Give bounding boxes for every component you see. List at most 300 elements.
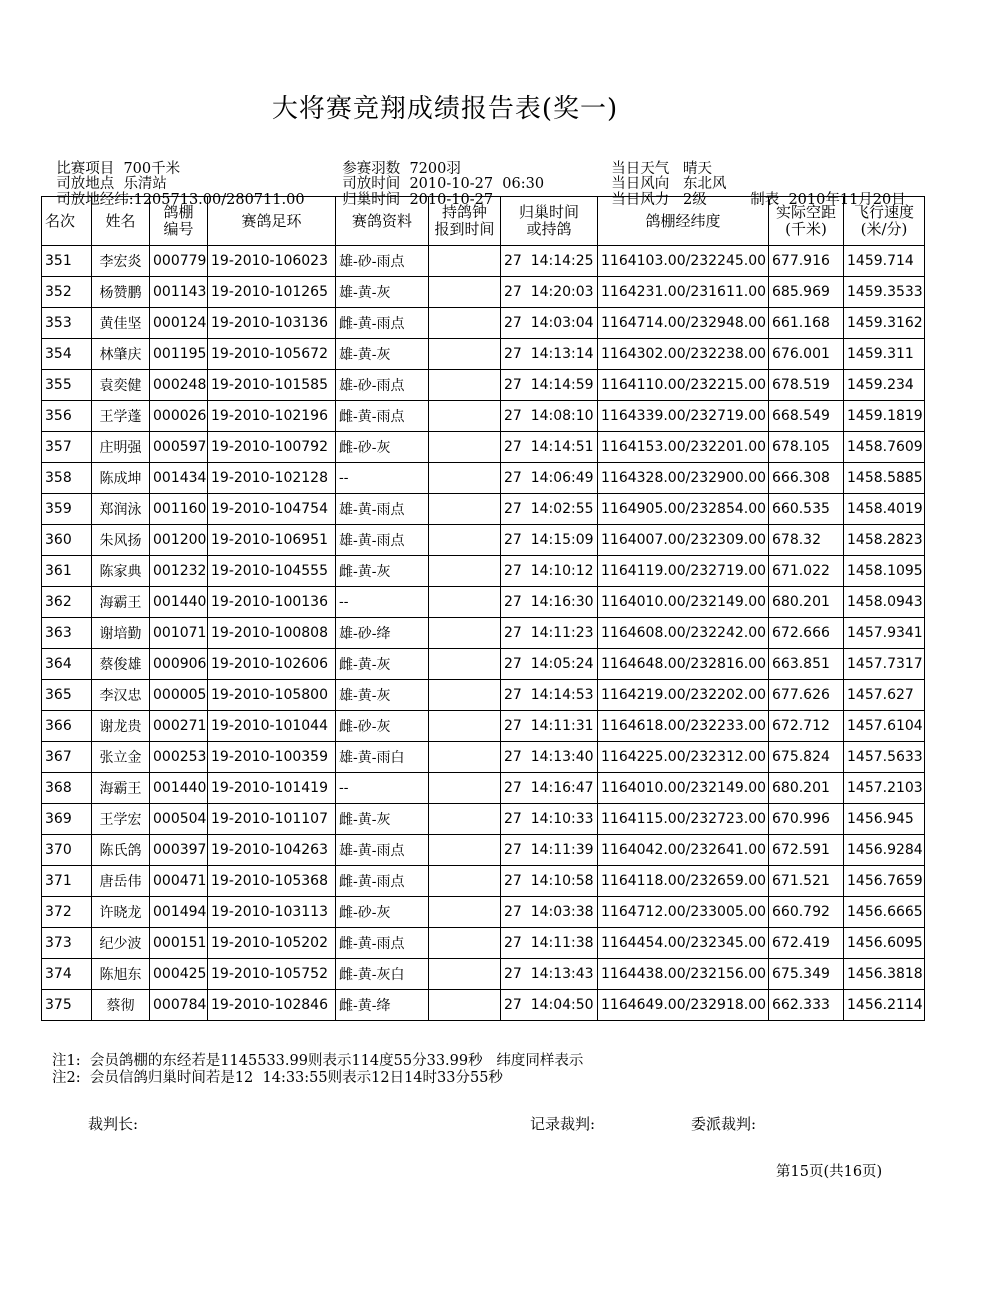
info-made-date: 制表 2010年11月20日 [750, 192, 906, 208]
cell-rank: 354 [42, 339, 92, 370]
cell-rank: 351 [42, 246, 92, 277]
results-table [41, 196, 925, 1021]
cell-rank: 352 [42, 277, 92, 308]
cell-name: 王学宏 [92, 804, 150, 835]
cell-name: 陈氏鸽 [92, 835, 150, 866]
cell-arrival-time: 27 14:14:59 [501, 370, 598, 401]
cell-loft-coords: 1164438.00/232156.00 [598, 959, 769, 990]
cell-loft-id: 001434 [150, 463, 208, 494]
cell-distance: 672.591 [769, 835, 844, 866]
header-name: 姓名 [92, 197, 150, 246]
cell-name: 王学蓬 [92, 401, 150, 432]
cell-ring: 19-2010-103136 [208, 308, 336, 339]
table-row [42, 649, 925, 680]
info-release-time: 司放时间 2010-10-27 06:30 [342, 176, 545, 192]
cell-loft-id: 001071 [150, 618, 208, 649]
cell-loft-coords: 1164905.00/232854.00 [598, 494, 769, 525]
cell-pigeon-info: -- [336, 587, 429, 618]
cell-speed: 1457.2103 [844, 773, 925, 804]
cell-rank: 360 [42, 525, 92, 556]
table-row [42, 308, 925, 339]
cell-loft-coords: 1164042.00/232641.00 [598, 835, 769, 866]
table-row [42, 959, 925, 990]
cell-pigeon-info: 雌-黄-灰 [336, 556, 429, 587]
cell-pigeon-info: 雌-黄-雨点 [336, 866, 429, 897]
cell-rank: 373 [42, 928, 92, 959]
cell-name: 李汉忠 [92, 680, 150, 711]
cell-speed: 1456.7659 [844, 866, 925, 897]
cell-rank: 363 [42, 618, 92, 649]
cell-loft-coords: 1164339.00/232719.00 [598, 401, 769, 432]
cell-name: 海霸王 [92, 587, 150, 618]
cell-pigeon-info: 雌-砂-灰 [336, 432, 429, 463]
table-row [42, 742, 925, 773]
cell-name: 黄佳坚 [92, 308, 150, 339]
cell-pigeon-info: 雄-黄-雨点 [336, 494, 429, 525]
info-release-place: 司放地点 乐清站 [56, 176, 167, 192]
header-pigeon-info: 赛鸽资料 [336, 197, 429, 246]
cell-rank: 367 [42, 742, 92, 773]
cell-clock-time [429, 556, 501, 587]
cell-pigeon-info: 雌-黄-绛 [336, 990, 429, 1021]
table-row [42, 277, 925, 308]
cell-distance: 670.996 [769, 804, 844, 835]
cell-loft-coords: 1164712.00/233005.00 [598, 897, 769, 928]
cell-clock-time [429, 742, 501, 773]
cell-loft-coords: 1164007.00/232309.00 [598, 525, 769, 556]
cell-rank: 365 [42, 680, 92, 711]
cell-arrival-time: 27 14:03:04 [501, 308, 598, 339]
cell-distance: 668.549 [769, 401, 844, 432]
table-row [42, 711, 925, 742]
cell-rank: 371 [42, 866, 92, 897]
cell-speed: 1457.627 [844, 680, 925, 711]
cell-loft-id: 001494 [150, 897, 208, 928]
cell-loft-id: 000151 [150, 928, 208, 959]
cell-clock-time [429, 401, 501, 432]
cell-distance: 666.308 [769, 463, 844, 494]
cell-pigeon-info: 雌-黄-雨点 [336, 401, 429, 432]
cell-loft-id: 000504 [150, 804, 208, 835]
cell-loft-coords: 1164153.00/232201.00 [598, 432, 769, 463]
cell-distance: 678.32 [769, 525, 844, 556]
cell-rank: 355 [42, 370, 92, 401]
cell-arrival-time: 27 14:14:53 [501, 680, 598, 711]
info-weather: 当日天气 晴天 [611, 161, 713, 177]
cell-loft-id: 001195 [150, 339, 208, 370]
header-clock-time: 持鸽钟 报到时间 [429, 197, 501, 246]
cell-ring: 19-2010-105752 [208, 959, 336, 990]
cell-speed: 1456.6665 [844, 897, 925, 928]
cell-loft-id: 001440 [150, 587, 208, 618]
cell-speed: 1459.234 [844, 370, 925, 401]
cell-clock-time [429, 370, 501, 401]
cell-rank: 361 [42, 556, 92, 587]
cell-loft-coords: 1164454.00/232345.00 [598, 928, 769, 959]
table-header-row [42, 197, 925, 246]
cell-ring: 19-2010-105368 [208, 866, 336, 897]
table-row [42, 618, 925, 649]
cell-loft-coords: 1164103.00/232245.00 [598, 246, 769, 277]
cell-speed: 1459.3162 [844, 308, 925, 339]
cell-rank: 366 [42, 711, 92, 742]
cell-name: 陈旭东 [92, 959, 150, 990]
page-number: 第15页(共16页) [776, 1164, 883, 1180]
cell-loft-coords: 1164225.00/232312.00 [598, 742, 769, 773]
cell-clock-time [429, 835, 501, 866]
header-ring: 赛鸽足环 [208, 197, 336, 246]
cell-arrival-time: 27 14:11:39 [501, 835, 598, 866]
cell-arrival-time: 27 14:14:25 [501, 246, 598, 277]
cell-name: 陈成坤 [92, 463, 150, 494]
cell-name: 谢龙贵 [92, 711, 150, 742]
cell-rank: 353 [42, 308, 92, 339]
cell-arrival-time: 27 14:16:30 [501, 587, 598, 618]
header-speed: 飞行速度 (米/分) [844, 197, 925, 246]
cell-loft-id: 000784 [150, 990, 208, 1021]
cell-name: 袁奕健 [92, 370, 150, 401]
report-title: 大将赛竞翔成绩报告表(奖一) [271, 94, 619, 124]
cell-loft-id: 000026 [150, 401, 208, 432]
note-2: 注2: 会员信鸽归巢时间若是12 14:33:55则表示12日14时33分55秒 [52, 1070, 503, 1086]
cell-speed: 1457.7317 [844, 649, 925, 680]
cell-rank: 372 [42, 897, 92, 928]
cell-clock-time [429, 246, 501, 277]
cell-arrival-time: 27 14:11:23 [501, 618, 598, 649]
cell-ring: 19-2010-102846 [208, 990, 336, 1021]
cell-distance: 675.824 [769, 742, 844, 773]
cell-pigeon-info: 雄-黄-灰 [336, 277, 429, 308]
cell-clock-time [429, 463, 501, 494]
cell-loft-id: 001232 [150, 556, 208, 587]
info-entries: 参赛羽数 7200羽 [342, 161, 461, 177]
cell-arrival-time: 27 14:16:47 [501, 773, 598, 804]
cell-loft-id: 000425 [150, 959, 208, 990]
cell-ring: 19-2010-104555 [208, 556, 336, 587]
header-distance: 实际空距 (千米) [769, 197, 844, 246]
header-rank: 名次 [42, 197, 92, 246]
cell-pigeon-info: 雄-黄-灰 [336, 680, 429, 711]
cell-clock-time [429, 804, 501, 835]
table-row [42, 525, 925, 556]
cell-loft-coords: 1164231.00/231611.00 [598, 277, 769, 308]
cell-loft-coords: 1164302.00/232238.00 [598, 339, 769, 370]
cell-arrival-time: 27 14:08:10 [501, 401, 598, 432]
cell-ring: 19-2010-101419 [208, 773, 336, 804]
cell-distance: 672.666 [769, 618, 844, 649]
table-row [42, 339, 925, 370]
cell-ring: 19-2010-100792 [208, 432, 336, 463]
cell-distance: 676.001 [769, 339, 844, 370]
cell-clock-time [429, 711, 501, 742]
cell-speed: 1459.1819 [844, 401, 925, 432]
cell-clock-time [429, 680, 501, 711]
info-event: 比赛项目 700千米 [56, 161, 181, 177]
table-row [42, 246, 925, 277]
cell-rank: 362 [42, 587, 92, 618]
cell-ring: 19-2010-102606 [208, 649, 336, 680]
cell-distance: 662.333 [769, 990, 844, 1021]
cell-name: 杨赞鹏 [92, 277, 150, 308]
cell-loft-id: 000779 [150, 246, 208, 277]
cell-clock-time [429, 339, 501, 370]
cell-arrival-time: 27 14:03:38 [501, 897, 598, 928]
cell-distance: 677.626 [769, 680, 844, 711]
cell-pigeon-info: 雄-黄-雨白 [336, 742, 429, 773]
cell-name: 郑润泳 [92, 494, 150, 525]
cell-distance: 661.168 [769, 308, 844, 339]
cell-clock-time [429, 959, 501, 990]
cell-rank: 374 [42, 959, 92, 990]
cell-name: 纪少波 [92, 928, 150, 959]
cell-rank: 369 [42, 804, 92, 835]
cell-loft-id: 000124 [150, 308, 208, 339]
cell-distance: 680.201 [769, 587, 844, 618]
cell-clock-time [429, 587, 501, 618]
table-row [42, 990, 925, 1021]
cell-clock-time [429, 649, 501, 680]
cell-loft-coords: 1164648.00/232816.00 [598, 649, 769, 680]
cell-rank: 356 [42, 401, 92, 432]
cell-ring: 19-2010-105202 [208, 928, 336, 959]
cell-clock-time [429, 432, 501, 463]
cell-distance: 685.969 [769, 277, 844, 308]
cell-loft-id: 000397 [150, 835, 208, 866]
cell-speed: 1457.9341 [844, 618, 925, 649]
cell-clock-time [429, 773, 501, 804]
cell-rank: 358 [42, 463, 92, 494]
table-row [42, 494, 925, 525]
cell-distance: 678.519 [769, 370, 844, 401]
cell-rank: 368 [42, 773, 92, 804]
cell-loft-coords: 1164608.00/232242.00 [598, 618, 769, 649]
cell-speed: 1456.945 [844, 804, 925, 835]
cell-loft-coords: 1164010.00/232149.00 [598, 773, 769, 804]
cell-pigeon-info: 雌-黄-灰 [336, 649, 429, 680]
cell-speed: 1457.5633 [844, 742, 925, 773]
cell-ring: 19-2010-100359 [208, 742, 336, 773]
cell-rank: 364 [42, 649, 92, 680]
note-1: 注1: 会员鸽棚的东经若是1145533.99则表示114度55分33.99秒 纬度同样表示 [52, 1053, 584, 1069]
cell-loft-coords: 1164115.00/232723.00 [598, 804, 769, 835]
info-return-time: 归巢时间 2010-10-27 [342, 192, 494, 208]
cell-distance: 671.022 [769, 556, 844, 587]
cell-ring: 19-2010-103113 [208, 897, 336, 928]
info-wind-direction: 当日风向 东北风 [611, 176, 727, 192]
info-wind-force: 当日风力 2级 [611, 192, 707, 208]
cell-ring: 19-2010-104263 [208, 835, 336, 866]
delegate-judge-label: 委派裁判: [691, 1115, 757, 1133]
cell-ring: 19-2010-104754 [208, 494, 336, 525]
cell-loft-id: 001200 [150, 525, 208, 556]
cell-loft-id: 000005 [150, 680, 208, 711]
cell-name: 张立金 [92, 742, 150, 773]
cell-distance: 660.792 [769, 897, 844, 928]
cell-pigeon-info: 雄-砂-绛 [336, 618, 429, 649]
cell-pigeon-info: 雌-砂-灰 [336, 711, 429, 742]
cell-name: 蔡彻 [92, 990, 150, 1021]
cell-loft-coords: 1164119.00/232719.00 [598, 556, 769, 587]
table-row [42, 866, 925, 897]
cell-arrival-time: 27 14:10:33 [501, 804, 598, 835]
cell-name: 林肇庆 [92, 339, 150, 370]
cell-speed: 1458.5885 [844, 463, 925, 494]
cell-ring: 19-2010-105672 [208, 339, 336, 370]
cell-speed: 1459.714 [844, 246, 925, 277]
table-row [42, 556, 925, 587]
recorder-judge-label: 记录裁判: [530, 1115, 596, 1133]
cell-pigeon-info: 雌-黄-雨点 [336, 928, 429, 959]
cell-loft-id: 000271 [150, 711, 208, 742]
cell-pigeon-info: 雌-黄-灰白 [336, 959, 429, 990]
cell-loft-coords: 1164649.00/232918.00 [598, 990, 769, 1021]
cell-clock-time [429, 928, 501, 959]
cell-loft-coords: 1164219.00/232202.00 [598, 680, 769, 711]
cell-clock-time [429, 897, 501, 928]
cell-speed: 1456.6095 [844, 928, 925, 959]
cell-arrival-time: 27 14:15:09 [501, 525, 598, 556]
cell-ring: 19-2010-101265 [208, 277, 336, 308]
cell-speed: 1459.3533 [844, 277, 925, 308]
cell-loft-id: 000597 [150, 432, 208, 463]
table-row [42, 835, 925, 866]
cell-distance: 672.419 [769, 928, 844, 959]
cell-arrival-time: 27 14:14:51 [501, 432, 598, 463]
table-row [42, 680, 925, 711]
cell-pigeon-info: 雌-黄-雨点 [336, 308, 429, 339]
cell-pigeon-info: -- [336, 773, 429, 804]
cell-pigeon-info: 雄-黄-雨点 [336, 835, 429, 866]
header-loft-coords: 鸽棚经纬度 [598, 197, 769, 246]
cell-arrival-time: 27 14:10:12 [501, 556, 598, 587]
cell-arrival-time: 27 14:11:31 [501, 711, 598, 742]
cell-pigeon-info: 雄-黄-灰 [336, 339, 429, 370]
cell-ring: 19-2010-101044 [208, 711, 336, 742]
cell-distance: 660.535 [769, 494, 844, 525]
cell-ring: 19-2010-100136 [208, 587, 336, 618]
cell-name: 庄明强 [92, 432, 150, 463]
cell-pigeon-info: 雄-砂-雨点 [336, 370, 429, 401]
cell-distance: 675.349 [769, 959, 844, 990]
cell-ring: 19-2010-106023 [208, 246, 336, 277]
chief-judge-label: 裁判长: [88, 1115, 139, 1133]
cell-clock-time [429, 494, 501, 525]
cell-loft-id: 000248 [150, 370, 208, 401]
cell-speed: 1457.6104 [844, 711, 925, 742]
cell-name: 谢培勤 [92, 618, 150, 649]
cell-speed: 1458.1095 [844, 556, 925, 587]
cell-clock-time [429, 990, 501, 1021]
cell-name: 蔡俊雄 [92, 649, 150, 680]
cell-arrival-time: 27 14:04:50 [501, 990, 598, 1021]
cell-loft-id: 000906 [150, 649, 208, 680]
cell-loft-coords: 1164618.00/232233.00 [598, 711, 769, 742]
cell-arrival-time: 27 14:11:38 [501, 928, 598, 959]
table-row [42, 897, 925, 928]
cell-arrival-time: 27 14:02:55 [501, 494, 598, 525]
table-row [42, 804, 925, 835]
cell-loft-id: 001440 [150, 773, 208, 804]
cell-distance: 680.201 [769, 773, 844, 804]
cell-name: 海霸王 [92, 773, 150, 804]
table-row [42, 773, 925, 804]
cell-distance: 671.521 [769, 866, 844, 897]
cell-speed: 1458.4019 [844, 494, 925, 525]
table-row [42, 401, 925, 432]
cell-clock-time [429, 308, 501, 339]
cell-speed: 1459.311 [844, 339, 925, 370]
cell-ring: 19-2010-105800 [208, 680, 336, 711]
cell-arrival-time: 27 14:05:24 [501, 649, 598, 680]
table-row [42, 928, 925, 959]
cell-pigeon-info: -- [336, 463, 429, 494]
cell-name: 李宏炎 [92, 246, 150, 277]
cell-speed: 1456.3818 [844, 959, 925, 990]
cell-rank: 370 [42, 835, 92, 866]
cell-ring: 19-2010-101585 [208, 370, 336, 401]
cell-arrival-time: 27 14:20:03 [501, 277, 598, 308]
cell-speed: 1456.2114 [844, 990, 925, 1021]
cell-ring: 19-2010-101107 [208, 804, 336, 835]
cell-loft-coords: 1164714.00/232948.00 [598, 308, 769, 339]
cell-ring: 19-2010-106951 [208, 525, 336, 556]
info-release-coords: 司放地经纬:1205713.00/280711.00 [56, 192, 305, 208]
table-body [42, 246, 925, 1021]
cell-distance: 663.851 [769, 649, 844, 680]
cell-name: 唐岳伟 [92, 866, 150, 897]
cell-loft-coords: 1164328.00/232900.00 [598, 463, 769, 494]
cell-distance: 672.712 [769, 711, 844, 742]
cell-speed: 1458.0943 [844, 587, 925, 618]
cell-pigeon-info: 雌-砂-灰 [336, 897, 429, 928]
cell-loft-id: 000471 [150, 866, 208, 897]
header-arrival-time: 归巢时间 或持鸽 [501, 197, 598, 246]
cell-loft-coords: 1164110.00/232215.00 [598, 370, 769, 401]
cell-arrival-time: 27 14:06:49 [501, 463, 598, 494]
header-loft-id: 鸽棚 编号 [150, 197, 208, 246]
cell-clock-time [429, 618, 501, 649]
cell-arrival-time: 27 14:10:58 [501, 866, 598, 897]
cell-speed: 1456.9284 [844, 835, 925, 866]
table-row [42, 432, 925, 463]
cell-loft-coords: 1164118.00/232659.00 [598, 866, 769, 897]
table-row [42, 370, 925, 401]
cell-loft-id: 001160 [150, 494, 208, 525]
cell-distance: 677.916 [769, 246, 844, 277]
cell-distance: 678.105 [769, 432, 844, 463]
cell-clock-time [429, 525, 501, 556]
table-row [42, 587, 925, 618]
cell-speed: 1458.7609 [844, 432, 925, 463]
cell-name: 许晓龙 [92, 897, 150, 928]
cell-clock-time [429, 277, 501, 308]
cell-rank: 359 [42, 494, 92, 525]
cell-arrival-time: 27 14:13:43 [501, 959, 598, 990]
cell-loft-id: 001143 [150, 277, 208, 308]
cell-pigeon-info: 雄-砂-雨点 [336, 246, 429, 277]
cell-rank: 375 [42, 990, 92, 1021]
cell-pigeon-info: 雄-黄-雨点 [336, 525, 429, 556]
cell-ring: 19-2010-100808 [208, 618, 336, 649]
cell-arrival-time: 27 14:13:14 [501, 339, 598, 370]
cell-clock-time [429, 866, 501, 897]
cell-arrival-time: 27 14:13:40 [501, 742, 598, 773]
cell-ring: 19-2010-102196 [208, 401, 336, 432]
cell-name: 陈家典 [92, 556, 150, 587]
cell-loft-coords: 1164010.00/232149.00 [598, 587, 769, 618]
cell-pigeon-info: 雌-黄-灰 [336, 804, 429, 835]
table-row [42, 463, 925, 494]
